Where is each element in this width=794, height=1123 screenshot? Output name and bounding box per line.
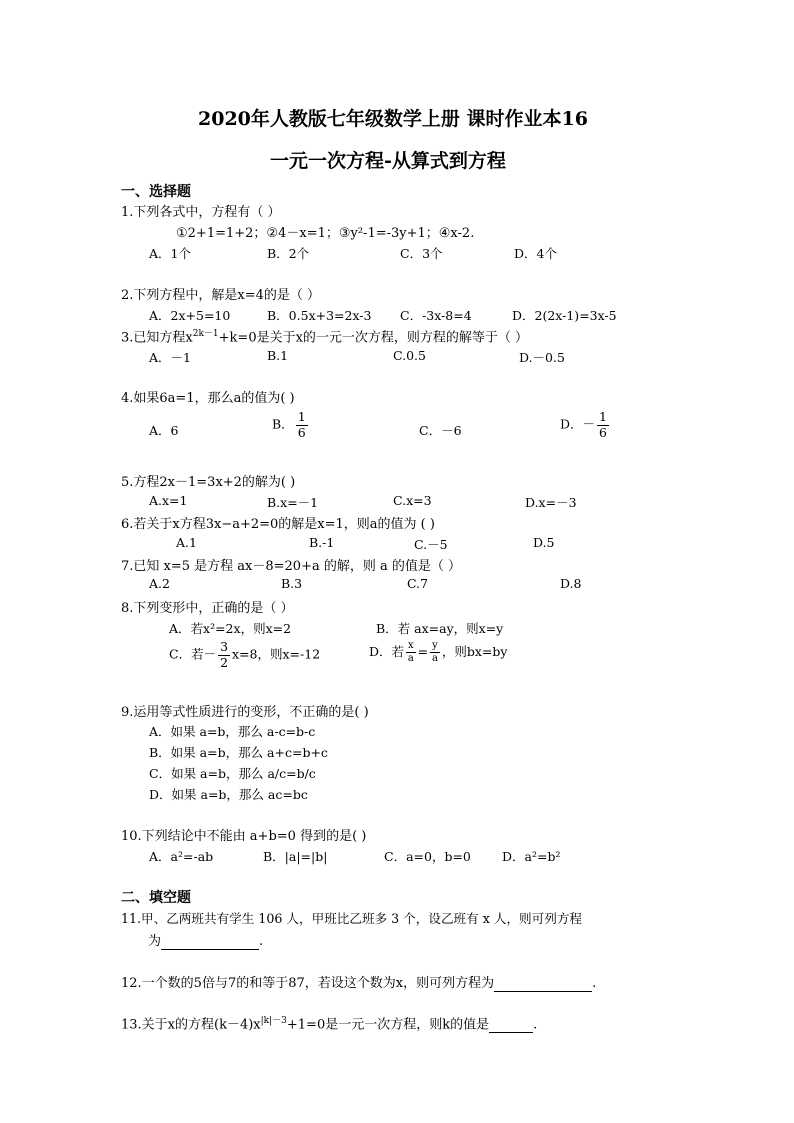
question-10-option-a: A．a²=-ab [149, 849, 214, 864]
question-3-option-d: D.－0.5 [519, 350, 565, 365]
question-5-stem: 5.方程2x－1=3x+2的解为( ) [121, 475, 296, 490]
question-3-stem: 3.已知方程$x^{2k-1}+k=0$是关于x的一元一次方程，则方程的解等于（ ） [121, 329, 529, 346]
question-10-stem: 10.下列结论中不能由 a+b=0 得到的是( ) [121, 829, 367, 844]
question-4-option-c: C．－6 [419, 423, 462, 438]
question-9-option-c: C．如果 a=b，那么 a/c=b/c [149, 766, 316, 781]
question-13: 13.关于x的方程$(k-4)x^{|k|-3}+1=0$是一元一次方程，则k的值是 . [121, 1016, 538, 1033]
question-5-option-d: D.x=－3 [525, 495, 577, 510]
question-6-stem: 6.若关于x方程3x−a+2=0的解是x=1，则a的值为 ( ) [121, 517, 435, 532]
question-2-option-a: A．2x+5=10 [149, 308, 231, 323]
question-1-option-c: C．3个 [400, 246, 443, 261]
question-6-option-a: A.1 [176, 535, 197, 550]
question-6-option-d: D.5 [533, 535, 555, 550]
question-1-option-b: B．2个 [267, 246, 310, 261]
question-5-option-c: C.x=3 [393, 493, 432, 508]
question-8-stem: 8.下列变形中，正确的是（ ） [121, 601, 294, 616]
answer-blank-12[interactable] [494, 976, 592, 992]
question-10-option-b: B．|a|=|b| [263, 849, 328, 864]
question-7-option-b: B.3 [281, 576, 303, 591]
section-heading-choice: 一、选择题 [121, 184, 191, 200]
question-8-option-c: C．若－ $\frac{3}{2}$ x=8，则x=-12 [169, 639, 321, 670]
question-8-option-d: D．若 $\frac{x}{a}$ = $\frac{y}{a}$ ，则bx=by [369, 640, 508, 664]
question-10-option-d: D．a²=b² [502, 849, 561, 864]
question-7-stem: 7.已知 x=5 是方程 ax－8=20+a 的解，则 a 的值是（ ） [121, 559, 462, 574]
question-4-stem: 4.如果6a=1，那么a的值为( ) [121, 391, 295, 406]
question-7-option-c: C.7 [407, 576, 429, 591]
question-5-option-b: B.x=－1 [267, 495, 319, 510]
question-3-option-b: B.1 [267, 348, 289, 363]
question-3-option-a: A．－1 [149, 350, 191, 365]
question-4-option-a: A．6 [149, 423, 179, 438]
question-2-option-d: D．2(2x-1)=3x-5 [512, 308, 617, 323]
answer-blank-13[interactable] [489, 1017, 533, 1033]
question-1-stem: 1.下列各式中，方程有（ ） [121, 205, 281, 220]
question-6-option-b: B.-1 [309, 535, 335, 550]
question-1-option-a: A．1个 [149, 246, 191, 261]
answer-blank-11[interactable] [161, 934, 259, 950]
question-8-option-a: A．若x²=2x，则x=2 [169, 621, 292, 636]
question-8-option-b: B．若 ax=ay，则x=y [376, 621, 504, 636]
question-9-stem: 9.运用等式性质进行的变形，不正确的是( ) [121, 705, 369, 720]
page-title: 2020年人教版七年级数学上册 课时作业本16 [198, 108, 588, 130]
question-4-option-d: D．－ $\frac{1}{6}$ [560, 409, 607, 440]
question-2-option-b: B．0.5x+3=2x-3 [267, 308, 372, 323]
question-4-option-b: B． $\frac{1}{6}$ [272, 409, 306, 440]
question-9-option-a: A．如果 a=b，那么 a-c=b-c [149, 724, 316, 739]
question-11-line-1: 11.甲、乙两班共有学生 106 人，甲班比乙班多 3 个，设乙班有 x 人，则可列方程 [121, 911, 583, 926]
question-9-option-b: B．如果 a=b，那么 a+c=b+c [149, 745, 328, 760]
section-heading-fill: 二、填空题 [121, 890, 191, 906]
question-6-option-c: C.－5 [414, 537, 448, 552]
question-12: 12.一个数的5倍与7的和等于87，若设这个数为x，则可列方程为 . [121, 976, 597, 991]
question-3-option-c: C.0.5 [393, 348, 426, 363]
question-1-items: ①2+1=1+2；②4－x=1；③y²-1=-3y+1；④x-2. [176, 226, 475, 241]
question-9-option-d: D．如果 a=b，那么 ac=bc [149, 787, 308, 802]
question-11-line-2: 为 . [148, 934, 264, 949]
page-subtitle: 一元一次方程-从算式到方程 [270, 150, 506, 172]
question-2-stem: 2.下列方程中，解是x=4的是（ ） [121, 288, 321, 303]
question-7-option-d: D.8 [560, 576, 582, 591]
question-2-option-c: C．-3x-8=4 [400, 308, 472, 323]
question-7-option-a: A.2 [149, 576, 170, 591]
question-10-option-c: C．a=0，b=0 [384, 849, 471, 864]
question-5-option-a: A.x=1 [149, 493, 188, 508]
question-1-option-d: D．4个 [514, 246, 557, 261]
